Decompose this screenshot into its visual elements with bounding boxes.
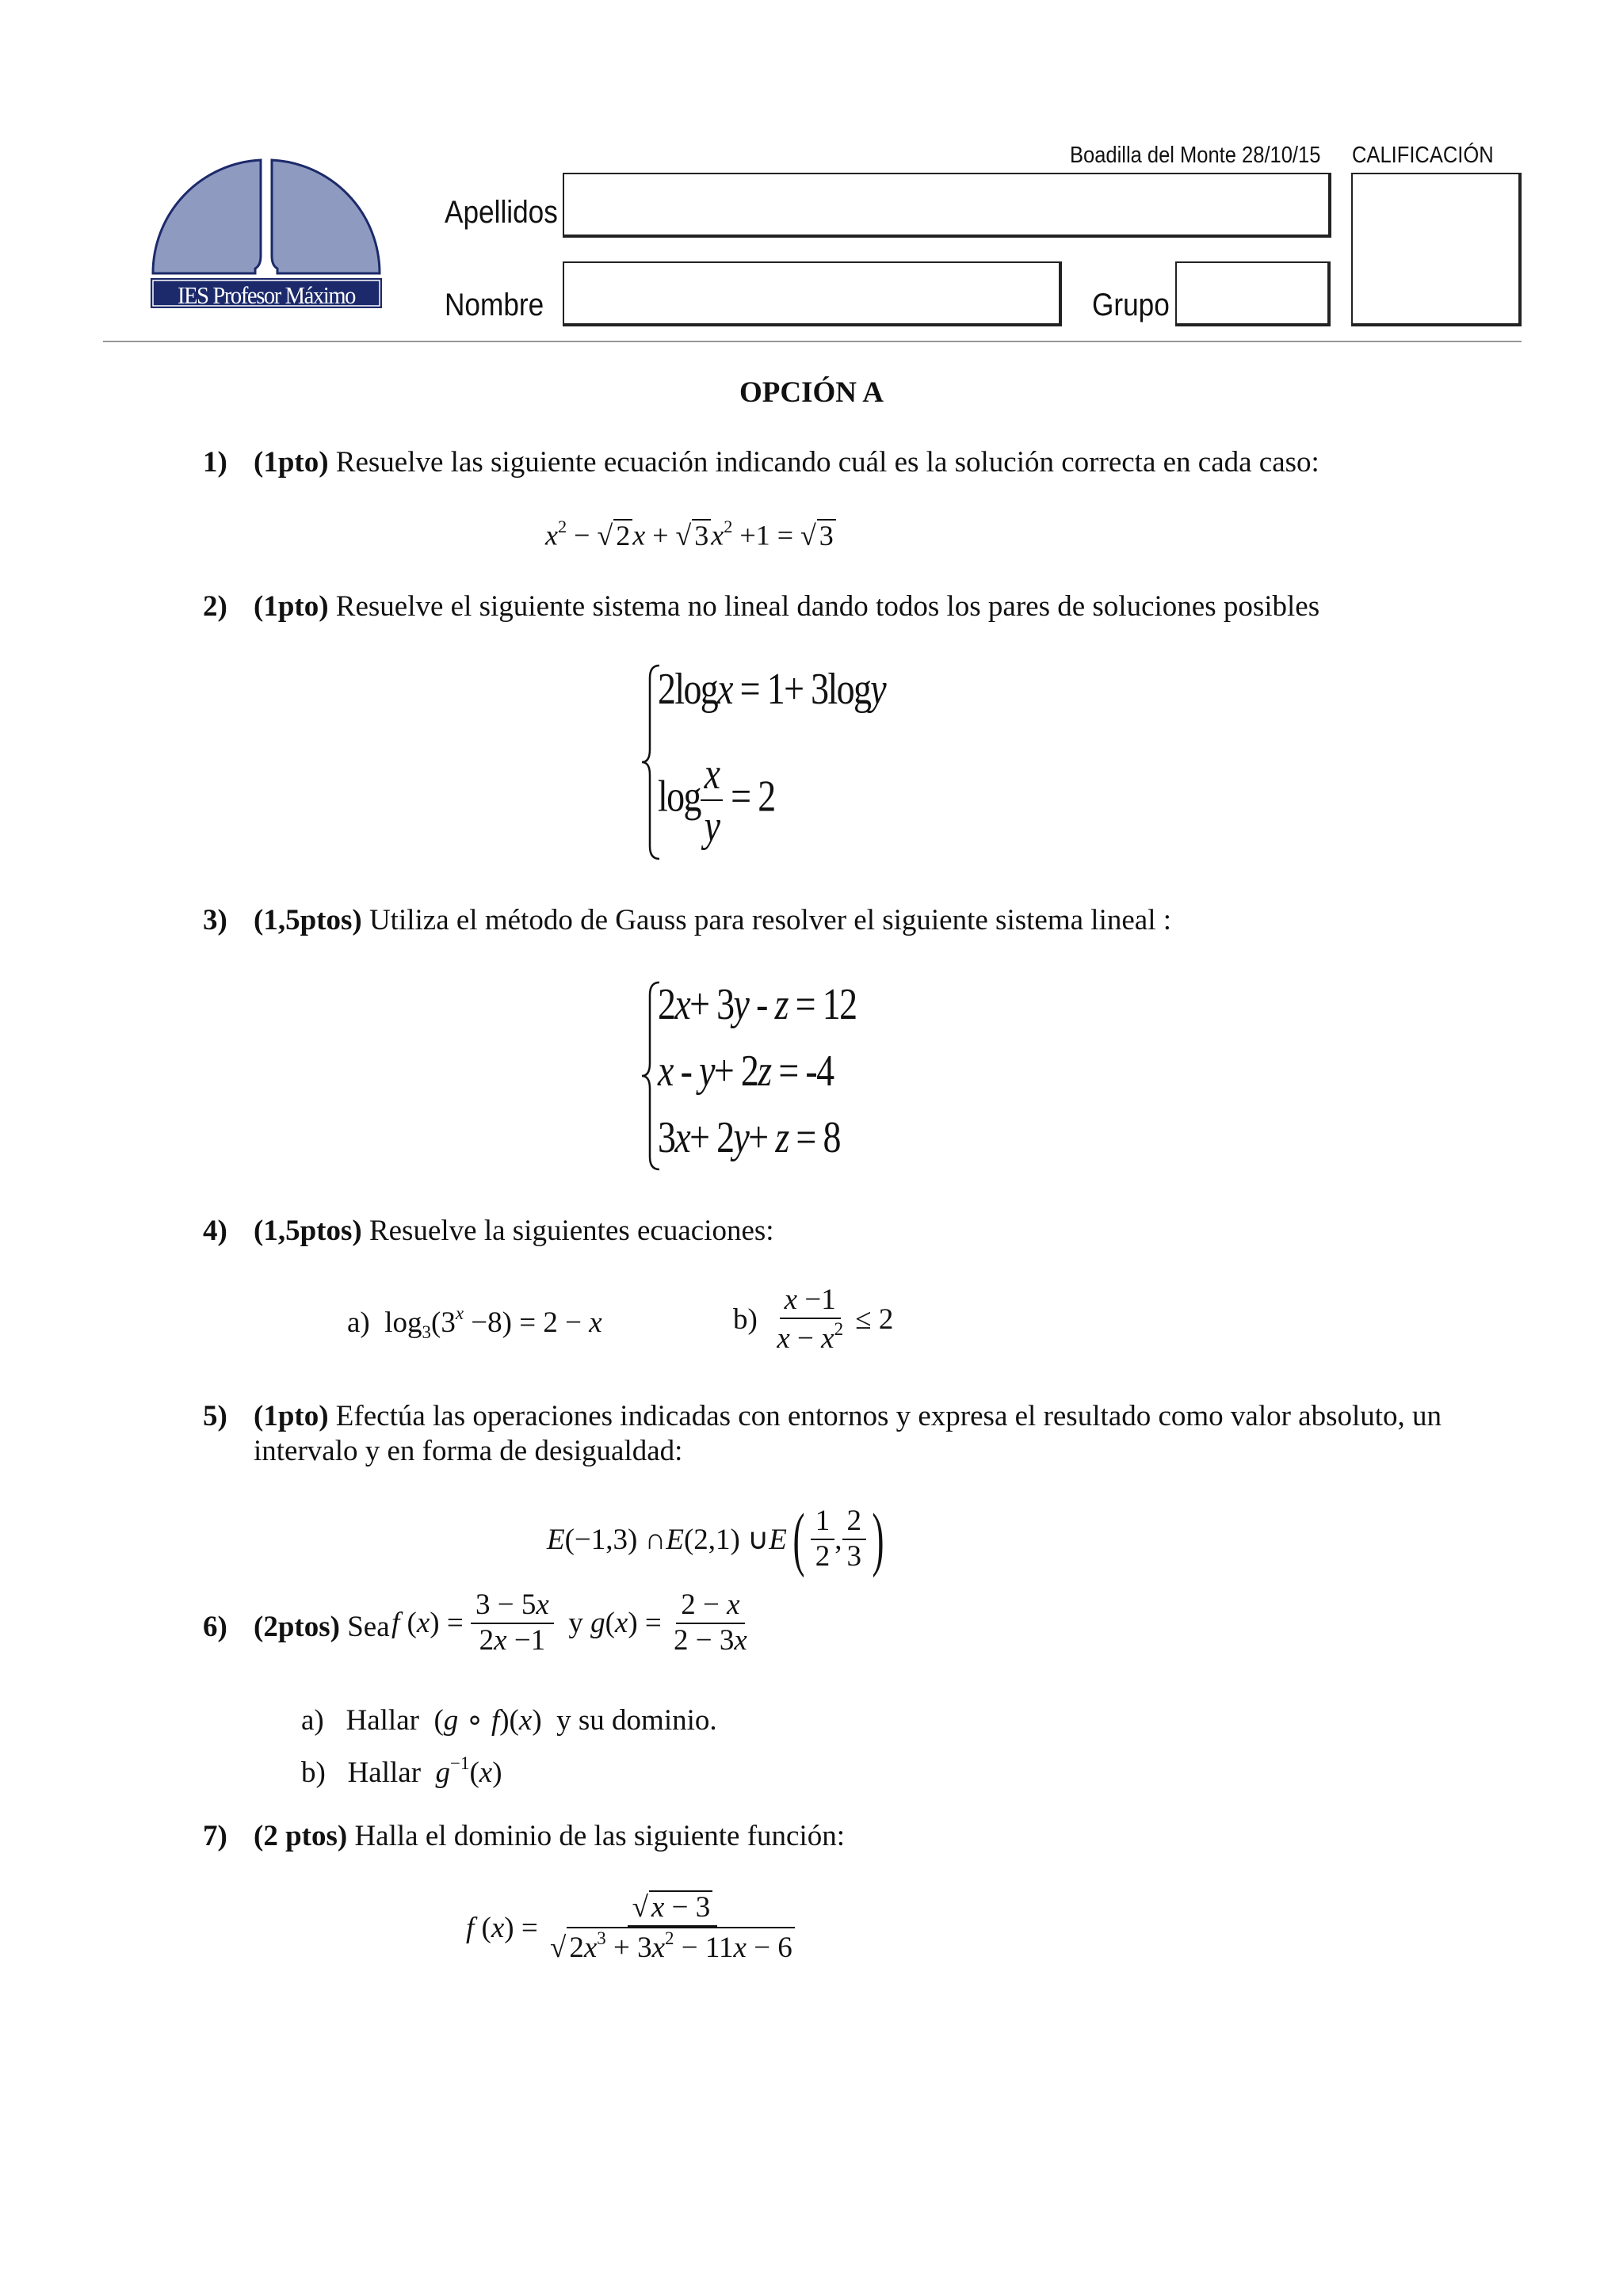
grade-box[interactable] <box>1351 173 1522 326</box>
group-label: Grupo <box>1092 288 1170 322</box>
question-6: 6) (2ptos) Sea <box>203 1611 390 1643</box>
grade-label: CALIFICACIÓN <box>1352 143 1494 168</box>
q6-part-a: a) Hallar (g ∘ f)(x) y su dominio. <box>301 1704 717 1737</box>
question-7: 7) (2 ptos) Halla el dominio de las siguiente función: <box>203 1820 846 1852</box>
q6-functions: f ( x ) = $\frac{3 - 5x}{2x -1}$ y g ( x ) = $\frac{2 - x}{2 - 3x}$ <box>391 1589 747 1657</box>
q3-equation-2: x - y+ 2z = -4 <box>658 1047 834 1096</box>
q3-equation-1: 2x+ 3y - z = 12 <box>658 980 857 1029</box>
header-divider <box>103 341 1522 342</box>
exam-title: OPCIÓN A <box>739 376 884 409</box>
school-name: IES Profesor Máximo Trueba <box>177 281 356 338</box>
q4-part-a: a) $\log_3(3^x -8) = 2 - x$ <box>347 1303 602 1343</box>
surname-label: Apellidos <box>445 195 558 230</box>
question-2: 2) (1pto) Resuelve el siguiente sistema no lineal dando todos los pares de soluciones posibles <box>203 590 1320 623</box>
place-date: Boadilla del Monte 28/10/15 <box>1070 143 1321 168</box>
question-4: 4) (1,5ptos) Resuelve la siguientes ecuaciones: <box>203 1215 774 1247</box>
q5-expression: E (−1,3) ∩ E (2,1) ∪ E ( $\frac{1}{2}$ , $\frac{2}{3}$ ) <box>547 1500 884 1578</box>
q7-function: f ( x ) = $\frac{√ x - 3}{√ 2x^3 + 3x^2 - 11x - 6}$ <box>466 1890 800 1965</box>
question-5: 5) (1pto) Efectúa las operaciones indicadas con entornos y expresa el resultado como valor absoluto, un intervalo y en forma de desigualdad: <box>203 1400 1442 1467</box>
q6-part-b: b) Hallar $g^{-1}(x)$ <box>301 1753 502 1790</box>
name-label: Nombre <box>445 288 544 322</box>
question-1: 1) (1pto) Resuelve las siguiente ecuación indicando cuál es la solución correcta en cada caso: <box>203 446 1319 479</box>
name-field[interactable] <box>563 261 1062 326</box>
question-3: 3) (1,5ptos) Utiliza el método de Gauss para resolver el siguiente sistema lineal : <box>203 904 1171 936</box>
group-field[interactable] <box>1175 261 1331 326</box>
q2-equation-2: log $\frac{x}{y}$ = 2 <box>658 749 775 852</box>
q3-equation-3: 3x+ 2y+ z = 8 <box>658 1113 840 1162</box>
q1-equation: $x^2$ − √ 2x + √ $3x^2 +1$ = √ 3 <box>545 517 836 552</box>
q4-part-b: b) $\frac{x -1}{x - x^2}$ ≤ 2 <box>733 1283 894 1355</box>
q2-equation-1: 2logx = 1+ 3logy <box>658 665 886 714</box>
surname-field[interactable] <box>563 173 1331 238</box>
